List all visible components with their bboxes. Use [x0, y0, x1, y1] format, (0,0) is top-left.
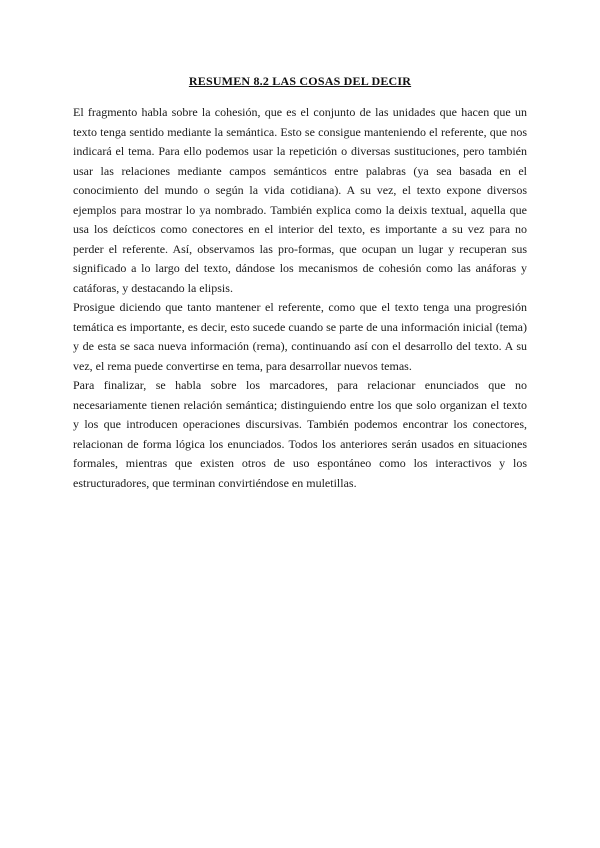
- document-title: RESUMEN 8.2 LAS COSAS DEL DECIR: [188, 74, 412, 88]
- paragraph-cohesion: El fragmento habla sobre la cohesión, que es el conjunto de las unidades que hacen que un texto tenga sentido mediante la semántica. Esto se consigue manteniendo el referente, que nos indicará el tema. Para ello podemos usar la repetición o diversas sustituciones, pero también usar las relaciones mediante campos semánticos entre palabras (ya sea basada en el conocimiento del mundo o según la vida cotidiana). A su vez, el texto expone diversos ejemplos para mostrar lo ya nombrado. También explica como la deixis textual, aquella que usa los deícticos como conectores en el interior del texto, es importante a su vez para no perder el referente. Así, observamos las pro-formas, que ocupan un lugar y recuperan sus significado a lo largo del texto, dándose los mecanismos de cohesión como las anáforas y catáforas, y destacando la elipsis.: [73, 105, 527, 295]
- paragraph-markers: Para finalizar, se habla sobre los marcadores, para relacionar enunciados que no necesariamente tienen relación semántica; distinguiendo entre los que solo organizan el texto y los que introducen operaciones discursivas. También podemos encontrar los conectores, relacionan de forma lógica los enunciados. Todos los anteriores serán usados en situaciones formales, mientras que existen otros de uso espontáneo como los interactivos y los estructuradores, que terminan convirtiéndose en muletillas.: [73, 378, 527, 490]
- paragraph-thematic-progression: Prosigue diciendo que tanto mantener el referente, como que el texto tenga una progresión temática es importante, es decir, esto sucede cuando se parte de una información inicial (tema) y de esta se saca nueva información (rema), continuando así con el desarrollo del texto. A su vez, el rema puede convertirse en tema, para desarrollar nuevos temas.: [73, 300, 527, 373]
- document-body: [73, 103, 527, 493]
